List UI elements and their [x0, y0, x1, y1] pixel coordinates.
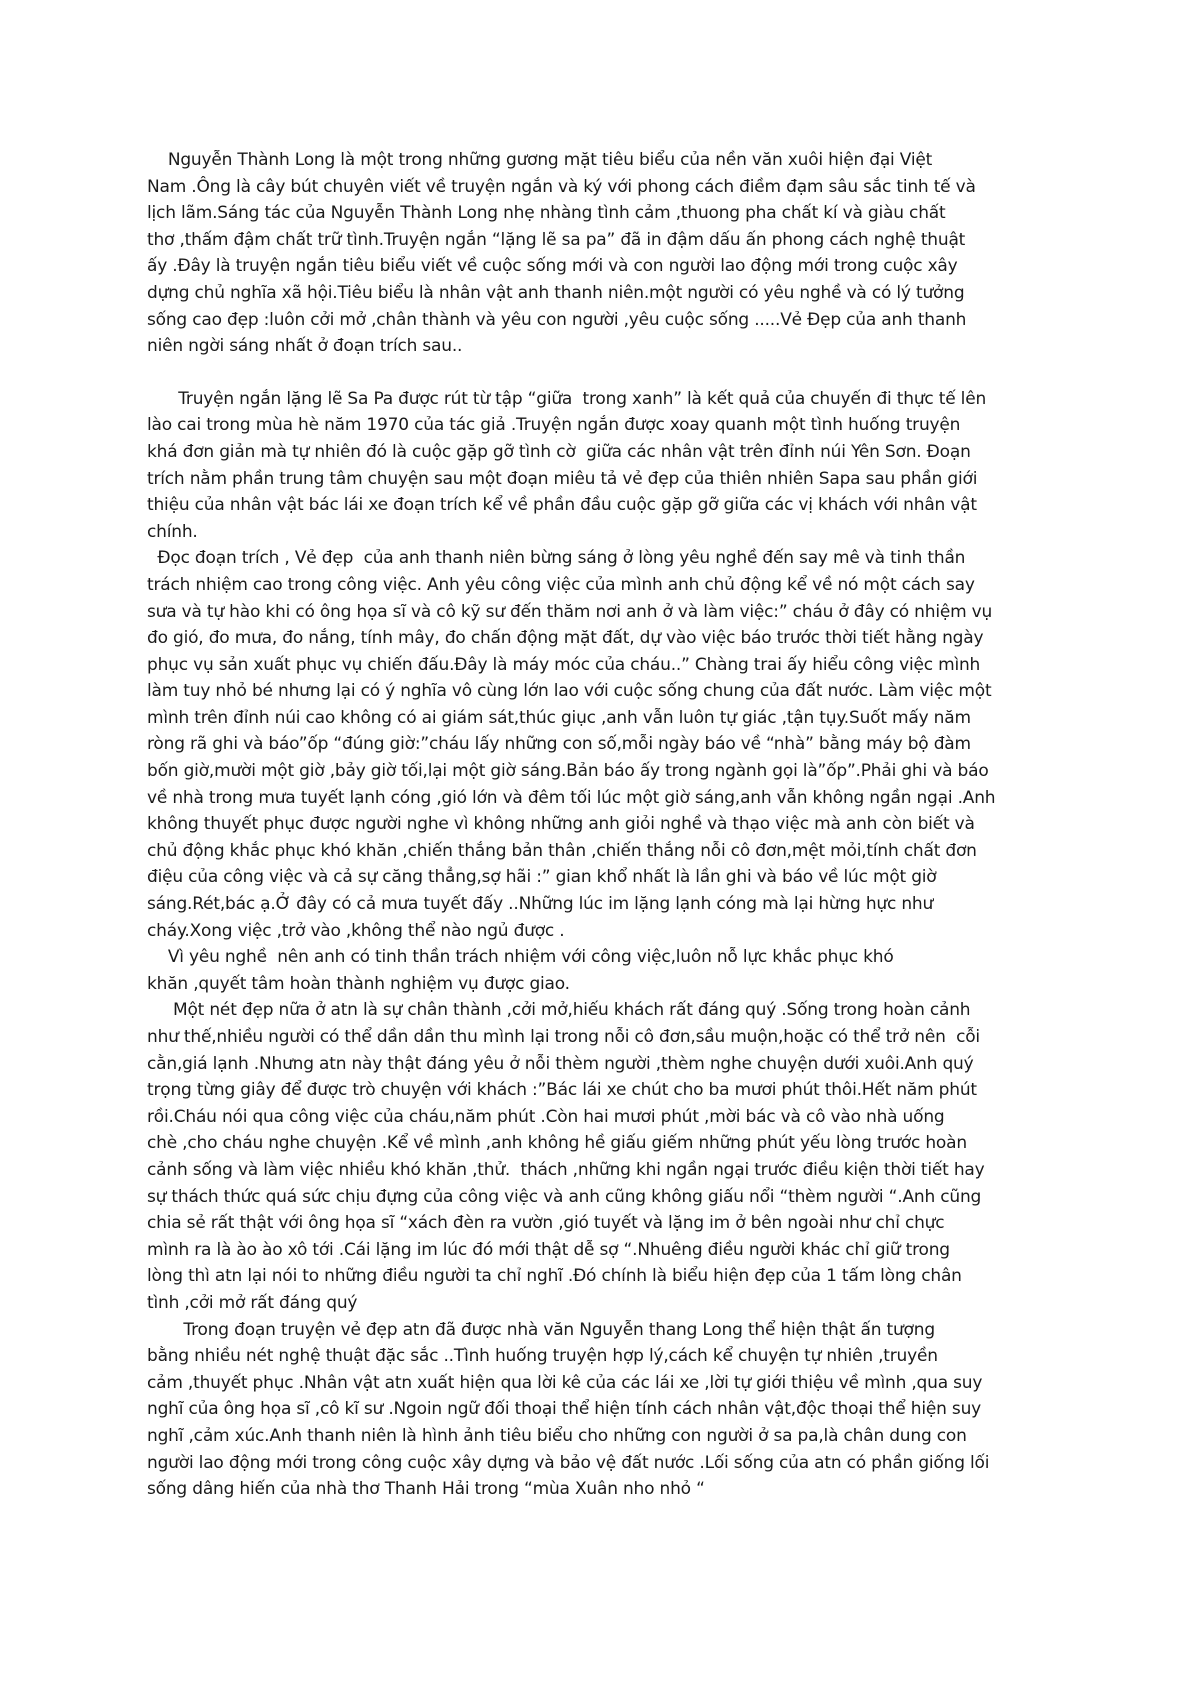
text-line: nghĩ của ông họa sĩ ,cô kĩ sư .Ngoin ngữ đối thoại thể hiện tính cách nhân vật,độc thoại thể hiện suy: [147, 1399, 982, 1420]
text-line: sưa và tự hào khi có ông họa sĩ và cô kỹ sư đến thăm nơi anh ở và làm việc:” cháu ở đây có nhiệm vụ: [147, 601, 993, 622]
text-line: Vì yêu nghề nên anh có tinh thần trách nhiệm với công việc,luôn nỗ lực khắc phục khó: [147, 947, 894, 968]
text-line: chủ động khắc phục khó khăn ,chiến thắng bản thân ,chiến thắng nỗi cô đơn,mệt mỏi,tính chất đơn: [147, 840, 977, 861]
text-line: ấy .Đây là truyện ngắn tiêu biểu viết về cuộc sống mới và con người lao động mới trong cuộc xây: [147, 256, 958, 277]
text-line: Nguyễn Thành Long là một trong những gương mặt tiêu biểu của nền văn xuôi hiện đại Việt: [147, 150, 933, 170]
text-line: bằng nhiều nét nghệ thuật đặc sắc ..Tình huống truyện hợp lý,cách kể chuyện tự nhiên ,truyền: [147, 1346, 938, 1367]
text-line: chè ,cho cháu nghe chuyện .Kể về mình ,anh không hề giấu giếm những phút yếu lòng trước hoàn: [147, 1133, 967, 1154]
text-line: cằn,giá lạnh .Nhưng atn này thật đáng yêu ở nỗi thèm người ,thèm nghe chuyện dưới xuôi.Anh quý: [147, 1053, 974, 1074]
text-line: Một nét đẹp nữa ở atn là sự chân thành ,cởi mở,hiếu khách rất đáng quý .Sống trong hoàn cảnh: [147, 1000, 971, 1021]
paragraph-intro: [147, 147, 1053, 360]
text-line: sáng.Rét,bác ạ.Ở đây có cả mưa tuyết đấy ..Những lúc im lặng lạnh cóng mà lại hừng hực như: [147, 894, 934, 915]
paragraph-work: [147, 545, 1053, 944]
text-line: sự thách thức quá sức chịu đựng của công việc và anh cũng không giấu nổi “thèm người “.Anh cũng: [147, 1186, 982, 1207]
text-line: người lao động mới trong công cuộc xây dựng và bảo vệ đất nước .Lối sống của atn có phần giống lối: [147, 1452, 990, 1473]
text-line: khá đơn giản mà tự nhiên đó là cuộc gặp gỡ tình cờ giữa các nhân vật trên đỉnh núi Yên Sơn. Đoạn: [147, 441, 971, 462]
text-line: chính.: [147, 521, 198, 542]
paragraph-art: [147, 1317, 1053, 1503]
text-line: không thuyết phục được người nghe vì không những anh giỏi nghề và thạo việc mà anh còn biết và: [147, 814, 975, 835]
paragraph-sincerity: [147, 997, 1053, 1316]
text-line: lòng thì atn lại nói to những điều người ta chỉ nghĩ .Đó chính là biểu hiện đẹp của 1 tấm lòng chân: [147, 1266, 962, 1287]
text-line: ròng rã ghi và báo”ốp “đúng giờ:”cháu lấy những con số,mỗi ngày báo về “nhà” bằng máy bộ đàm: [147, 734, 971, 755]
text-line: thiệu của nhân vật bác lái xe đoạn trích kể về phần đầu cuộc gặp gỡ giữa các vị khách với nhân vật: [147, 495, 977, 516]
text-line: mình ra là ào ào xô tới .Cái lặng im lúc đó mới thật dễ sợ “.Nhuêng điều người khác chỉ giữ trong: [147, 1239, 950, 1260]
text-line: cháy.Xong việc ,trở vào ,không thể nào ngủ được .: [147, 920, 565, 941]
text-line: tình ,cởi mở rất đáng quý: [147, 1292, 358, 1313]
text-line: lịch lãm.Sáng tác của Nguyễn Thành Long nhẹ nhàng tình cảm ,thuong pha chất kí và giàu chất: [147, 203, 946, 224]
text-line: cảnh sống và làm việc nhiều khó khăn ,thử. thách ,những khi ngần ngại trước điều kiện thời tiết hay: [147, 1159, 985, 1180]
text-line: điệu của công việc và cả sự căng thẳng,sợ hãi :” gian khổ nhất là lần ghi và báo về lúc một giờ: [147, 867, 937, 888]
text-line: Đọc đoạn trích , Vẻ đẹp của anh thanh niên bừng sáng ở lòng yêu nghề đến say mê và tinh thần: [147, 548, 966, 569]
text-line: phục vụ sản xuất phục vụ chiến đấu.Đây là máy móc của cháu..” Chàng trai ấy hiểu công việc mình: [147, 654, 981, 675]
text-line: về nhà trong mưa tuyết lạnh cóng ,gió lớn và đêm tối lúc một giờ sáng,anh vẫn không ngần ngại .Anh: [147, 787, 996, 808]
text-line: đo gió, đo mưa, đo nắng, tính mây, đo chấn động mặt đất, dự vào việc báo trước thời tiết hằng ngày: [147, 628, 984, 649]
text-line: Nam .Ông là cây bút chuyên viết về truyện ngắn và ký với phong cách điềm đạm sâu sắc tinh tế và: [147, 176, 976, 197]
text-line: sống dâng hiến của nhà thơ Thanh Hải trong “mùa Xuân nho nhỏ “: [147, 1479, 705, 1500]
paragraph-responsibility: [147, 944, 1053, 997]
document-body: [147, 147, 1053, 1503]
paragraph-gap: [147, 360, 1053, 386]
text-line: bốn giờ,mười một giờ ,bảy giờ tối,lại một giờ sáng.Bản báo ấy trong ngành gọi là”ốp”.Phải ghi và báo: [147, 761, 989, 782]
text-line: mình trên đỉnh núi cao không có ai giám sát,thúc giục ,anh vẫn luôn tự giác ,tận tụy.Suốt mấy năm: [147, 707, 971, 728]
text-line: trọng từng giây để được trò chuyện với khách :”Bác lái xe chút cho ba mươi phút thôi.Hết năm phút: [147, 1080, 977, 1101]
text-line: cảm ,thuyết phục .Nhân vật atn xuất hiện qua lời kê của các lái xe ,lời tự giới thiệu về mình ,qua suy: [147, 1372, 983, 1393]
text-line: trách nhiệm cao trong công việc. Anh yêu công việc của mình anh chủ động kể về nó một cách say: [147, 574, 975, 595]
text-line: chia sẻ rất thật với ông họa sĩ “xách đèn ra vườn ,gió tuyết và lặng im ở bên ngoài như chỉ chực: [147, 1213, 945, 1234]
text-line: khăn ,quyết tâm hoàn thành nghiệm vụ được giao.: [147, 973, 570, 994]
text-line: Truyện ngắn lặng lẽ Sa Pa được rút từ tập “giữa trong xanh” là kết quả của chuyến đi thực tế lên: [147, 388, 987, 409]
text-line: làm tuy nhỏ bé nhưng lại có ý nghĩa vô cùng lớn lao với cuộc sống chung của đất nước. Làm việc một: [147, 681, 992, 702]
paragraph-context: [147, 386, 1053, 546]
text-line: lào cai trong mùa hè năm 1970 của tác giả .Truyện ngắn được xoay quanh một tình huống truyện: [147, 415, 961, 436]
text-line: rồi.Cháu nói qua công việc của cháu,năm phút .Còn hai mươi phút ,mời bác và cô vào nhà uống: [147, 1106, 945, 1127]
text-line: như thế,nhiều người có thể dần dần thu mình lại trong nỗi cô đơn,sầu muộn,hoặc có thể trở nên cỗi: [147, 1027, 980, 1047]
text-line: trích nằm phần trung tâm chuyện sau một đoạn miêu tả vẻ đẹp của thiên nhiên Sapa sau phần giới: [147, 468, 978, 489]
text-line: dựng chủ nghĩa xã hội.Tiêu biểu là nhân vật anh thanh niên.một người có yêu nghề và có lý tưởng: [147, 282, 965, 303]
text-line: nghĩ ,cảm xúc.Anh thanh niên là hình ảnh tiêu biểu cho những con người ở sa pa,là chân dung con: [147, 1425, 967, 1446]
text-line: niên ngời sáng nhất ở đoạn trích sau..: [147, 336, 463, 357]
text-line: sống cao đẹp :luôn cởi mở ,chân thành và yêu con người ,yêu cuộc sống .....Vẻ Đẹp của anh thanh: [147, 309, 967, 330]
text-line: thơ ,thấm đậm chất trữ tình.Truyện ngắn “lặng lẽ sa pa” đã in đậm dấu ấn phong cách nghệ thuật: [147, 229, 966, 250]
text-line: Trong đoạn truyện vẻ đẹp atn đã được nhà văn Nguyễn thang Long thể hiện thật ấn tượng: [147, 1319, 935, 1340]
